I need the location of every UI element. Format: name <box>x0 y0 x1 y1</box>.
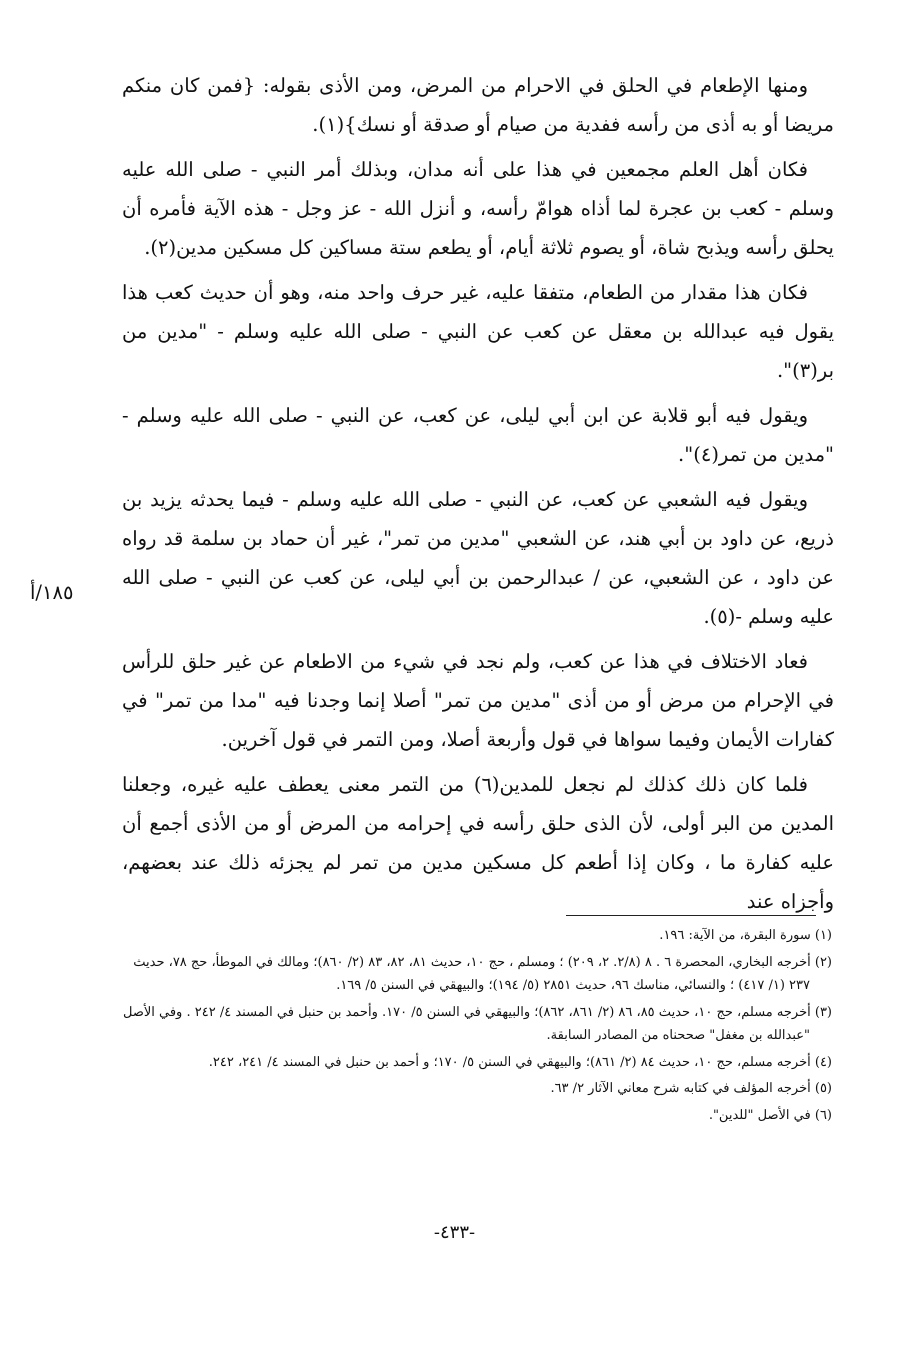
footnote-1: (١) سورة البقرة، من الآية: ١٩٦. <box>659 928 832 943</box>
footnote-4: (٤) أخرجه مسلم، حج ١٠، حديث ٨٤ (٢/ ٨٦١)؛ والبيهقي في السنن ٥/ ١٧٠؛ و أحمد بن حنبل في المسند ٤/ ٢٤١، ٢٤٢. <box>208 1054 832 1070</box>
footnote-separator <box>566 915 816 916</box>
paragraph-2: فكان أهل العلم مجمعين في هذا على أنه مدان، وبذلك أمر النبي - صلى الله عليه وسلم - كعب بن عجرة لما أذاه هوامّ رأسه، و أنزل الله - عز وجل - هذه الآية فأمره أن يحلق رأسه ويذبح شاة، أو يصوم ثلاثة أيام، أو يطعم ستة مساكين كل مسكين مدين(٢). <box>122 158 834 259</box>
footnotes <box>112 924 832 1130</box>
manuscript-folio-note: ١٨٥/أ <box>30 581 74 604</box>
footnote-6: (٦) في الأصل "للدين". <box>708 1107 832 1123</box>
paragraph-3: فكان هذا مقدار من الطعام، متفقا عليه، غير حرف واحد منه، وهو أن حديث كعب هذا يقول فيه عبدالله بن معقل عن كعب عن النبي - صلى الله عليه وسلم - "مدين من بر(٣)". <box>122 281 834 382</box>
paragraph-7: فلما كان ذلك كذلك لم نجعل للمدين(٦) من التمر معنى يعطف عليه غيره، وجعلنا المدين من البر أولى، لأن الذى حلق رأسه في إحرامه من المرض أو من الأذى أجمع أن عليه كفارة ما ، وكان إذا أطعم كل مسكين مدين من تمر لم يجزئه ذلك عند بعضهم، وأجزاه عند <box>122 773 834 913</box>
paragraph-1: ومنها الإطعام في الحلق في الاحرام من المرض، ومن الأذى بقوله: {فمن كان منكم مريضا أو به أذى من رأسه ففدية من صيام أو صدقة أو نسك}(١). <box>122 74 834 136</box>
paragraph-5: ويقول فيه الشعبي عن كعب، عن النبي - صلى الله عليه وسلم - فيما يحدثه يزيد بن ذريع، عن داود بن أبي هند، عن الشعبي "مدين من تمر"، غير أن حماد بن سلمة قد رواه عن داود ، عن الشعبي، عن / عبدالرحمن بن أبي ليلى، عن كعب عن النبي - صلى الله عليه وسلم -(٥). <box>122 488 834 628</box>
footnote-2: (٢) أخرجه البخاري، المحصرة ٦ . ٨ (٢/٨. ٢، ٢٠٩) ؛ ومسلم ، حج ١٠، حديث ٨١، ٨٢، ٨٣ (٢/ ٨٦٠)؛ ومالك في الموطأ، حج ٧٨، حديث ٢٣٧ (١/ ٤١٧) ؛ والنسائي، مناسك ٩٦، حديث ٢٨٥١ (٥/ ١٩٤)؛ والبيهقي في السنن ٥/ ١٦٩. <box>133 954 832 993</box>
footnote-3: (٣) أخرجه مسلم، حج ١٠، حديث ٨٥، ٨٦ (٢/ ٨٦١، ٨٦٢)؛ والبيهقي في السنن ٥/ ١٧٠. وأحمد بن حنبل في المسند ٤/ ٢٤٢ . وفي الأصل "عبدالله بن مغفل" صححناه من المصادر السابقة. <box>122 1004 832 1043</box>
main-text <box>122 66 834 927</box>
page-number: -٤٣٣- <box>433 1222 476 1243</box>
paragraph-6: فعاد الاختلاف في هذا عن كعب، ولم نجد في شيء من الاطعام عن غير حلق للرأس في الإحرام من مرض أو من أذى "مدين من تمر" أصلا إنما وجدنا فيه "مدا من تمر" في كفارات الأيمان وفيما سواها في قول وأربعة أصلا، ومن التمر في قول آخرين. <box>122 650 834 751</box>
paragraph-4: ويقول فيه أبو قلابة عن ابن أبي ليلى، عن كعب، عن النبي - صلى الله عليه وسلم - "مدين من تمر(٤)". <box>122 404 834 466</box>
footnote-5: (٥) أخرجه المؤلف في كتابه شرح معاني الآثار ٢/ ٦٣. <box>550 1081 832 1096</box>
